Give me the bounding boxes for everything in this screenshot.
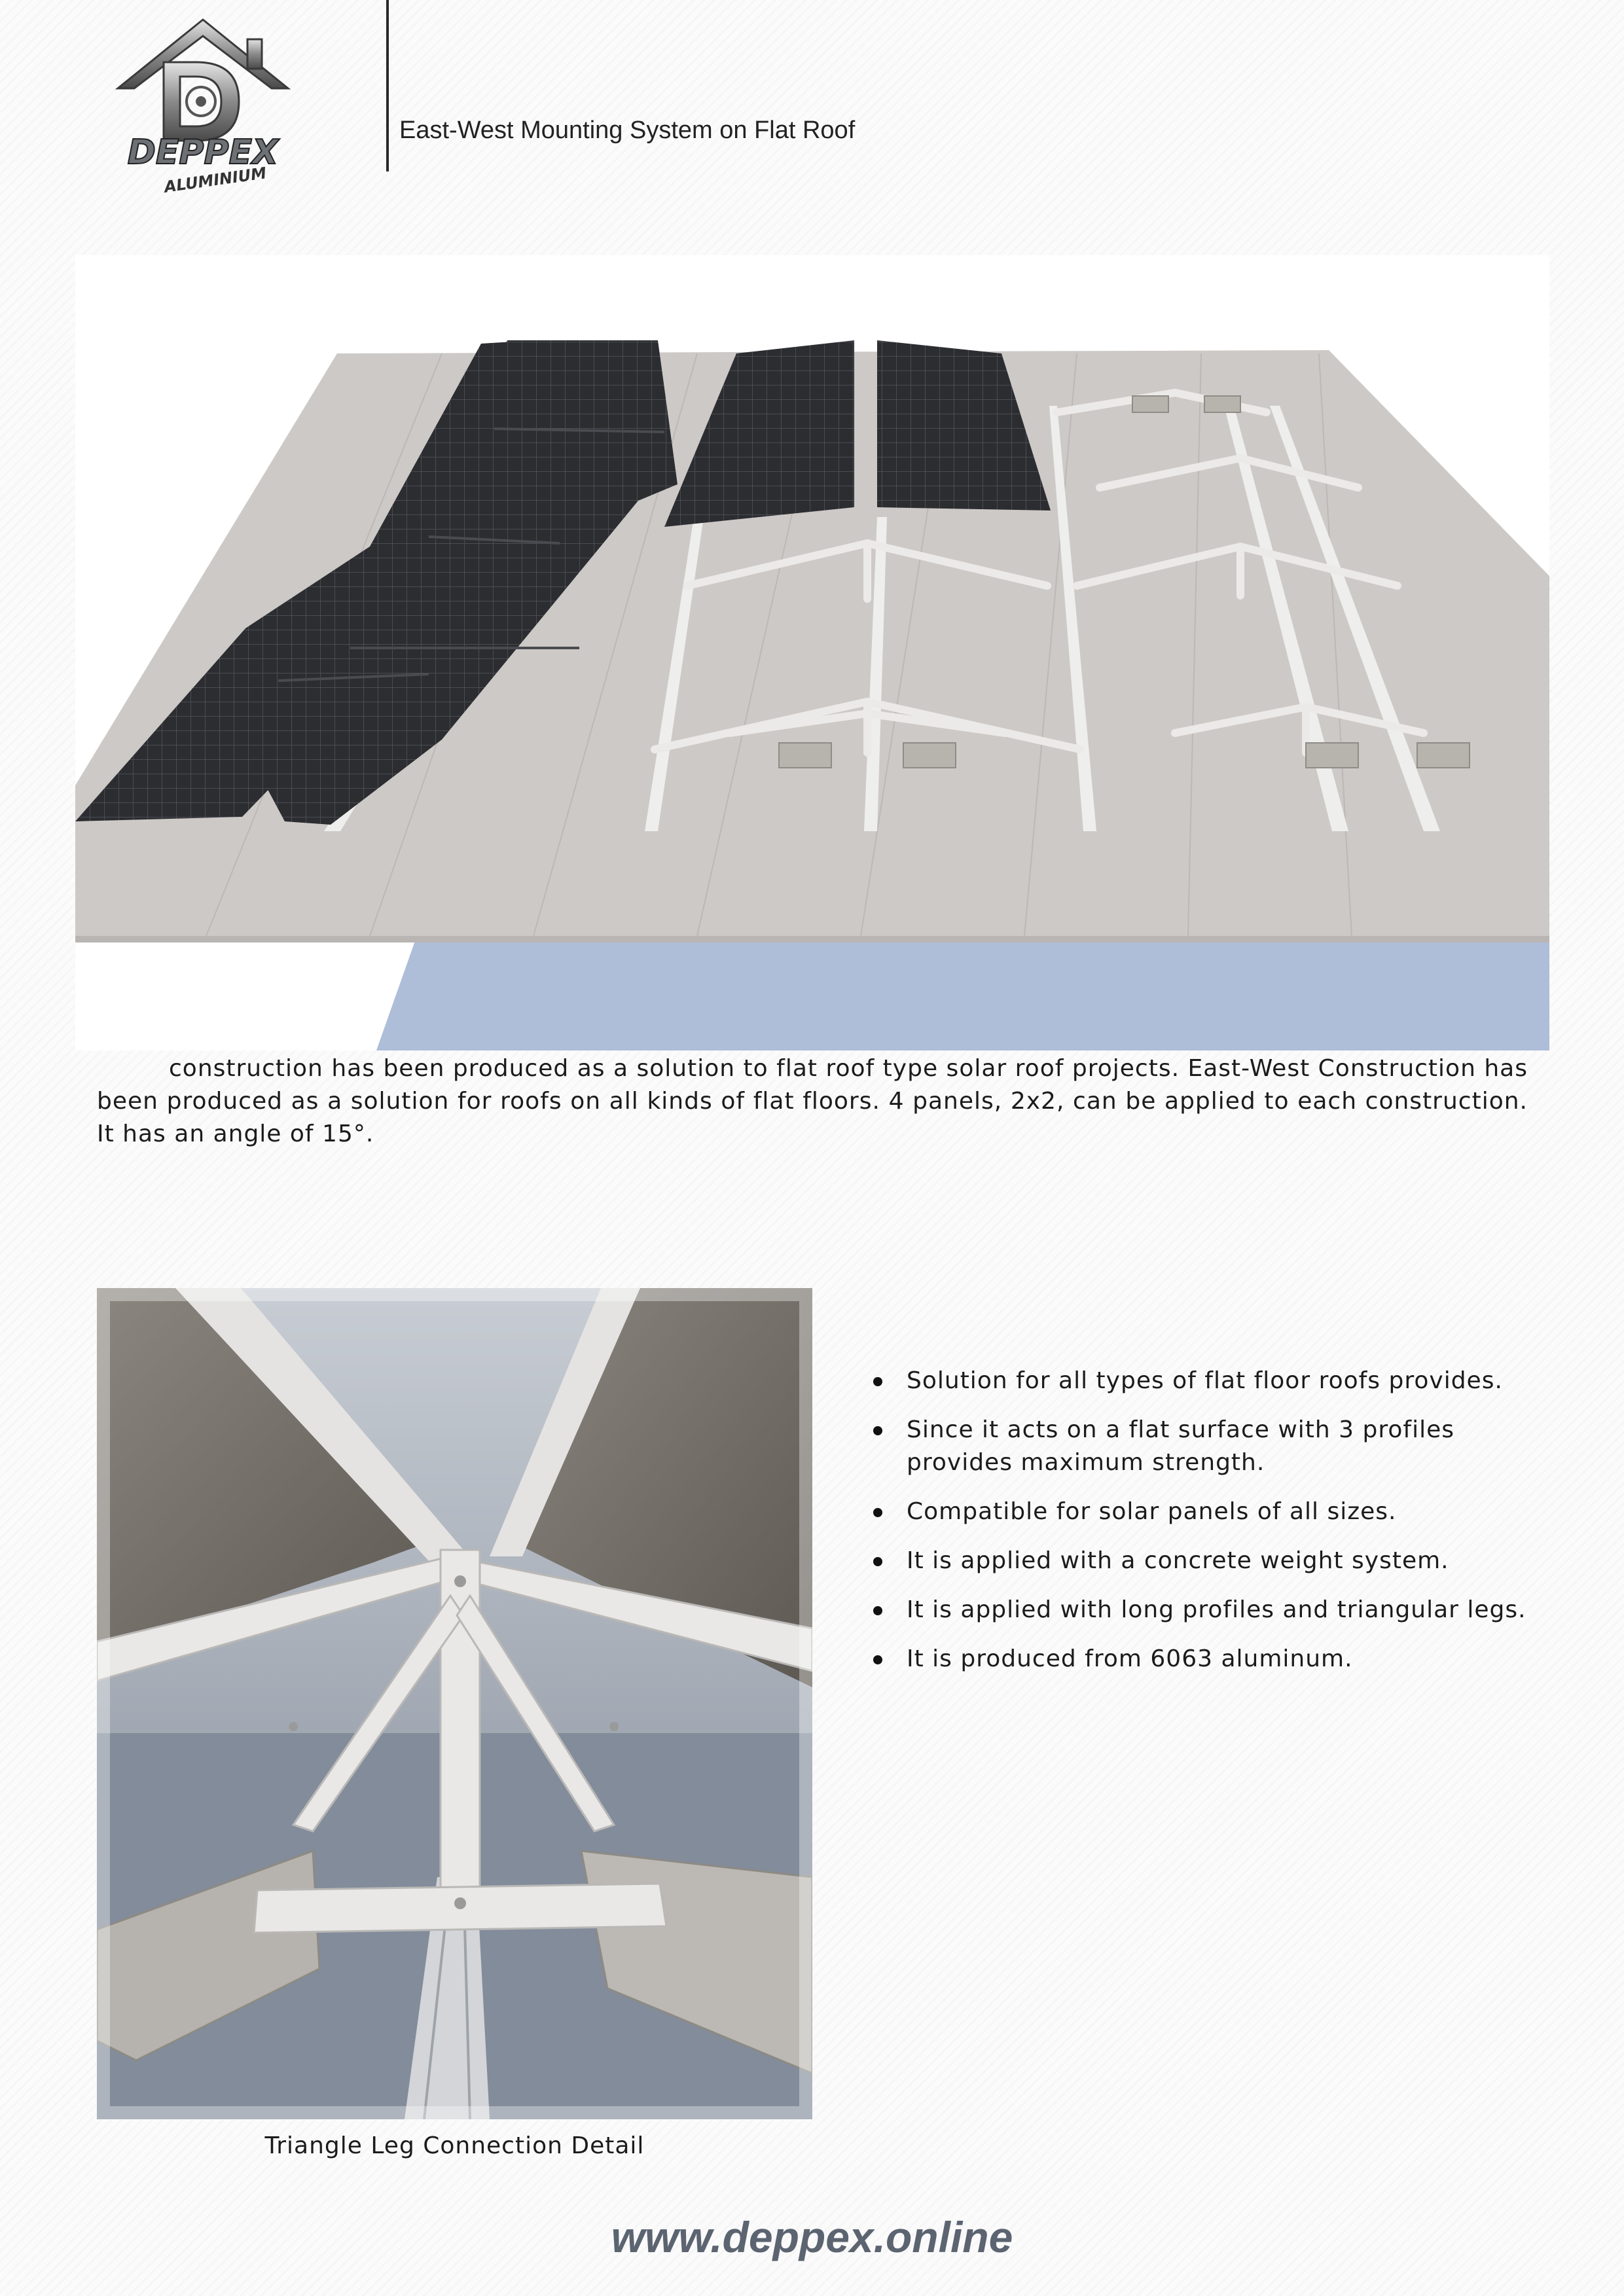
bullet-icon: [873, 1606, 882, 1615]
hero-roof-illustration: [75, 255, 1549, 1050]
header-divider: [386, 0, 389, 171]
features-list: [867, 1365, 1555, 1692]
list-item: Solution for all types of flat floor roofs provides.: [867, 1365, 1555, 1397]
photo-caption: Triangle Leg Connection Detail: [264, 2132, 645, 2159]
list-item: Compatible for solar panels of all sizes.: [867, 1496, 1555, 1528]
intro-paragraph: [97, 1052, 1528, 1151]
brand-name: DEPPEX: [127, 133, 279, 172]
triangle-leg-photo: [97, 1288, 812, 2119]
bullet-icon: [873, 1655, 882, 1664]
deppex-logo: [98, 16, 308, 193]
brand-subname: ALUMINIUM: [163, 164, 268, 193]
list-item: Since it acts on a flat surface with 3 profiles provides maximum strength.: [867, 1414, 1555, 1479]
list-item: It is applied with a concrete weight system.: [867, 1545, 1555, 1577]
bullet-icon: [873, 1557, 882, 1566]
bullet-icon: [873, 1377, 882, 1386]
list-item: It is applied with long profiles and triangular legs.: [867, 1594, 1555, 1626]
page-title: East-West Mounting System on Flat Roof: [399, 117, 856, 144]
intro-text: construction has been produced as a solution to flat roof type solar roof projects. East-West Construction has been produced as a solution for roofs on all kinds of flat floors. 4 panels, 2x2, can be applied to each construction. It has an angle of 15°.: [97, 1055, 1528, 1147]
footer-website-link[interactable]: www.deppex.online: [611, 2213, 1013, 2261]
bullet-icon: [873, 1426, 882, 1435]
bullet-icon: [873, 1508, 882, 1517]
list-item: It is produced from 6063 aluminum.: [867, 1643, 1555, 1676]
house-icon: [118, 20, 288, 141]
